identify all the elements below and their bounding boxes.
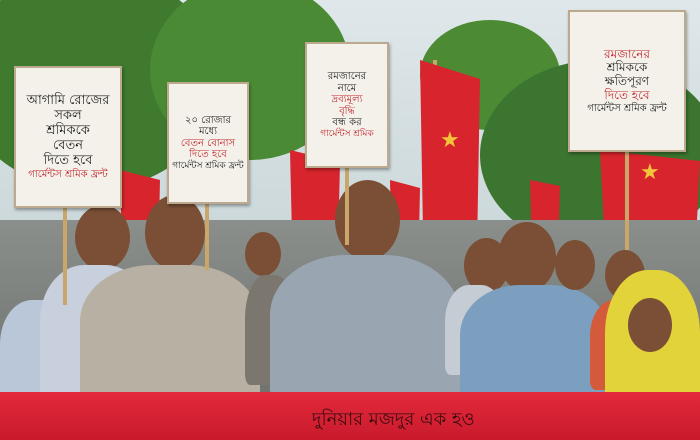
placard-line: দিতে হবে: [43, 152, 93, 168]
placard-footer: গার্মেন্টস শ্রমিক ফ্রন্ট: [28, 168, 108, 180]
placard-line: নামে: [337, 82, 357, 94]
placard-line: ২০ রোজার: [185, 114, 231, 126]
placard-line: শ্রমিককে: [46, 122, 90, 138]
placard-footer: গার্মেন্টস শ্রমিক ফ্রন্ট: [587, 102, 667, 114]
placard-2: [167, 82, 249, 204]
placard-3: [305, 42, 389, 168]
placard-pole: [625, 150, 629, 250]
placard-1: [14, 66, 122, 208]
placard-pole: [63, 205, 67, 305]
placard-line: রমজানের: [327, 71, 367, 83]
placard-line: বেতন বোনাস: [180, 137, 236, 149]
placard-line: মধ্যে: [198, 126, 218, 138]
protester-head: [628, 298, 672, 352]
placard-footer: গার্মেন্টস শ্রমিক ফ্রন্ট: [172, 160, 244, 171]
placard-line: দ্রব্যমূল্য: [331, 94, 363, 106]
placard-line: বন্ধ কর: [332, 117, 362, 129]
placard-line: রমজানের: [603, 46, 651, 61]
protester-head: [498, 222, 556, 292]
placard-line: দিতে হবে: [604, 88, 650, 103]
placard-line: দিতে হবে: [189, 149, 227, 161]
banner-text: দুনিয়ার মজদুর এক হও: [312, 409, 475, 430]
placard-line: আগামি রোজের: [26, 92, 110, 108]
protester: [270, 255, 460, 405]
flag-star: ★: [640, 160, 660, 185]
placard-line: ক্ষতিপূরণ: [604, 74, 650, 89]
placard-line: বৃদ্ধি: [339, 105, 355, 117]
placard-pole: [205, 200, 209, 270]
flag-star: ★: [440, 128, 460, 153]
placard-line: শ্রমিককে: [606, 60, 648, 75]
protester-head: [555, 240, 595, 290]
placard-line: সকল: [54, 107, 82, 123]
protester-head: [75, 205, 130, 270]
protester: [80, 265, 260, 405]
protester-head: [145, 195, 205, 270]
placard-pole: [345, 165, 349, 245]
placard-4: [568, 10, 686, 152]
protester-head: [245, 232, 281, 276]
placard-footer: গার্মেন্টস শ্রমিক: [320, 128, 374, 139]
placard-line: বেতন: [52, 137, 84, 153]
